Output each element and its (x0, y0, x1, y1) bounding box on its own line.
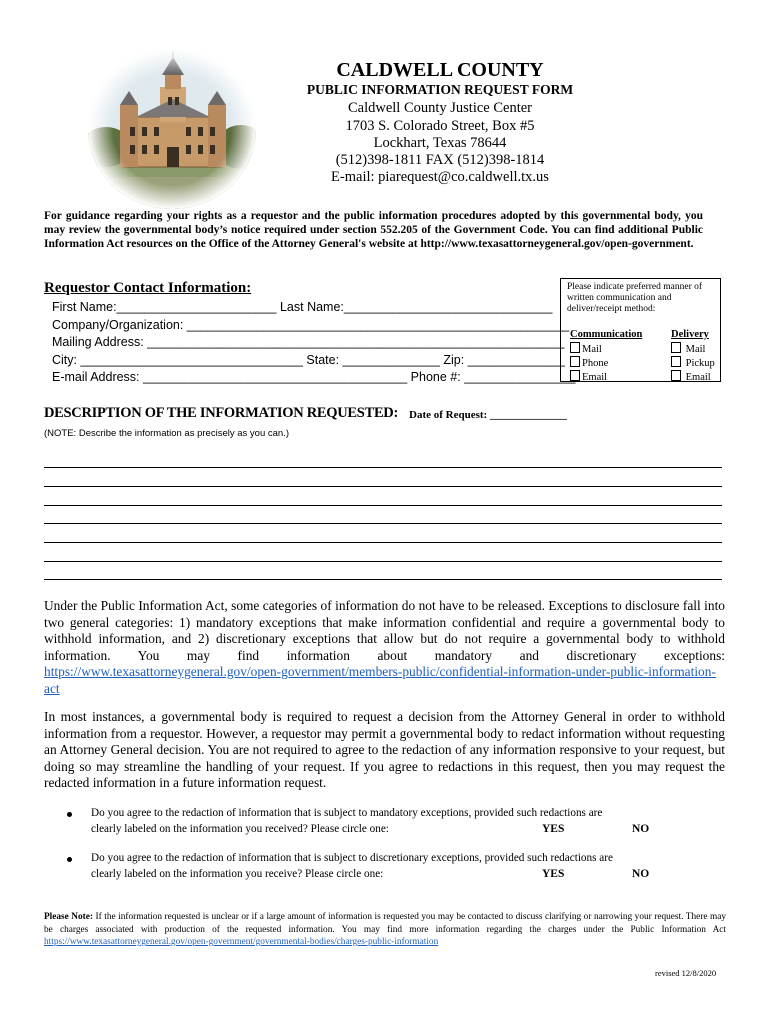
checkbox-icon[interactable] (671, 342, 681, 353)
delivery-email-option[interactable]: Email (671, 370, 721, 384)
checkbox-icon[interactable] (671, 370, 681, 381)
comm-email-option[interactable]: Email (570, 370, 650, 384)
description-heading: DESCRIPTION OF THE INFORMATION REQUESTED: (44, 405, 399, 421)
yes-option[interactable]: YES (542, 823, 565, 835)
phone-fax: (512)398-1811 FAX (512)398-1814 (335, 152, 545, 168)
description-line[interactable] (44, 505, 722, 506)
no-option[interactable]: NO (632, 868, 650, 880)
checkbox-icon[interactable] (570, 370, 580, 381)
county-title: CALDWELL COUNTY (336, 59, 544, 81)
checkbox-icon[interactable] (570, 342, 580, 353)
first-name-field[interactable]: First Name:_______________________ (52, 300, 277, 314)
question-mandatory: Do you agree to the redaction of information that is subject to mandatory exceptions, provided such redactions are clearly labeled on the information you received? Please circle one: YES NO (91, 807, 650, 835)
delivery-heading: Delivery (671, 329, 709, 340)
revised-date: revised 12/8/2020 (655, 968, 717, 978)
checkbox-icon[interactable] (671, 356, 681, 367)
company-field[interactable]: Company/Organization: _______________________________________________________ (52, 317, 570, 332)
description-line[interactable] (44, 579, 722, 580)
yes-option[interactable]: YES (542, 868, 565, 880)
redaction-paragraph: In most instances, a governmental body is required to request a decision from the Attorney General in order to withhold information from a requestor. However, a requestor may permit a governmental body to redact information without requesting an Attorney General decision. You are not required to agree to the redaction of any information responsive to your request, but doing so may streamline the handling of your request. If you agree to redactions in this request, then you may request the redacted information in a future information request. (44, 709, 725, 790)
exceptions-link[interactable]: https://www.texasattorneygeneral.gov/open-government/members-public/confidential-information-under-public-information-act (44, 664, 716, 696)
zip-field[interactable]: Zip: ______________ (443, 352, 566, 367)
city-field[interactable]: City: ________________________________ (52, 352, 303, 367)
phone-field[interactable]: Phone #: ________________ (410, 370, 576, 384)
description-line[interactable] (44, 561, 722, 562)
exceptions-paragraph: Under the Public Information Act, some categories of information do not have to be released. Exceptions to disclosure fall into two general categories: 1) mandatory exceptions that make information confidential and require a governmental body to withhold information, and 2) discretionary exceptions that allow but do not require a governmental body to withhold information. You may find information about mandatory and discretionary exceptions: https://www.texasattorneygeneral.gov/open-government/members-public/confidential-information-under-public-information-act (44, 598, 725, 696)
comm-mail-option[interactable]: Mail (570, 342, 650, 356)
communication-heading: Communication (570, 329, 643, 340)
description-note: (NOTE: Describe the information as precisely as you can.) (44, 428, 289, 439)
description-line[interactable] (44, 542, 722, 543)
justice-center: Caldwell County Justice Center (347, 100, 533, 116)
checkbox-icon[interactable] (570, 356, 580, 367)
description-line[interactable] (44, 486, 722, 487)
email-field[interactable]: E-mail Address: ______________________________________ (52, 370, 408, 384)
question-discretionary: Do you agree to the redaction of information that is subject to discretionary exceptions, provided such redactions are clearly labeled on the information you receive? Please circle one: YES NO (91, 852, 650, 880)
street-address: 1703 S. Colorado Street, Box #5 (345, 118, 535, 134)
header-email: E-mail: piarequest@co.caldwell.tx.us (331, 169, 549, 185)
last-name-field[interactable]: Last Name:______________________________ (279, 300, 553, 314)
delivery-mail-option[interactable]: Mail (671, 342, 721, 356)
city-state-zip: Lockhart, Texas 78644 (373, 135, 507, 151)
footer-note: Please Note: If the information requested is unclear or if a large amount of information is requested you may be contacted to discuss clarifying or narrowing your request. There may be charges associated with production of the requested information. You may find more information regarding the charges under the Public Information Act https://www.texasattorneygeneral.gov/open-government/governmental-bodies/charges-public-information (44, 912, 726, 947)
preference-intro: Please indicate preferred manner of written communication and deliver/receipt method: (567, 282, 703, 314)
description-line[interactable] (44, 467, 722, 468)
no-option[interactable]: NO (632, 823, 650, 835)
courthouse-photo (86, 47, 258, 211)
mailing-address-field[interactable]: Mailing Address: ____________________________________________________________ (52, 335, 565, 349)
delivery-pickup-option[interactable]: Pickup (671, 356, 721, 370)
guidance-paragraph: For guidance regarding your rights as a requestor and the public information procedures adopted by this governmental body, you may review the governmental body’s notice required under section 552.205 of the Government Code. You can find additional Public Information Act resources on the Office of the Attorney General's website at http://www.texasattorneygeneral.gov/open-government. (44, 210, 703, 250)
form-title: PUBLIC INFORMATION REQUEST FORM (306, 82, 574, 97)
date-of-request-field[interactable]: Date of Request: ______________ (409, 409, 567, 421)
comm-phone-option[interactable]: Phone (570, 356, 650, 370)
charges-link[interactable]: https://www.texasattorneygeneral.gov/open-government/governmental-bodies/charges-public-information (44, 937, 439, 947)
state-field[interactable]: State: ______________ (306, 352, 440, 367)
please-note-label: Please Note: (44, 912, 93, 922)
contact-heading: Requestor Contact Information: (44, 280, 252, 296)
description-line[interactable] (44, 523, 722, 524)
preference-box (560, 278, 721, 382)
bullet-icon (67, 812, 72, 817)
bullet-icon (67, 857, 72, 862)
